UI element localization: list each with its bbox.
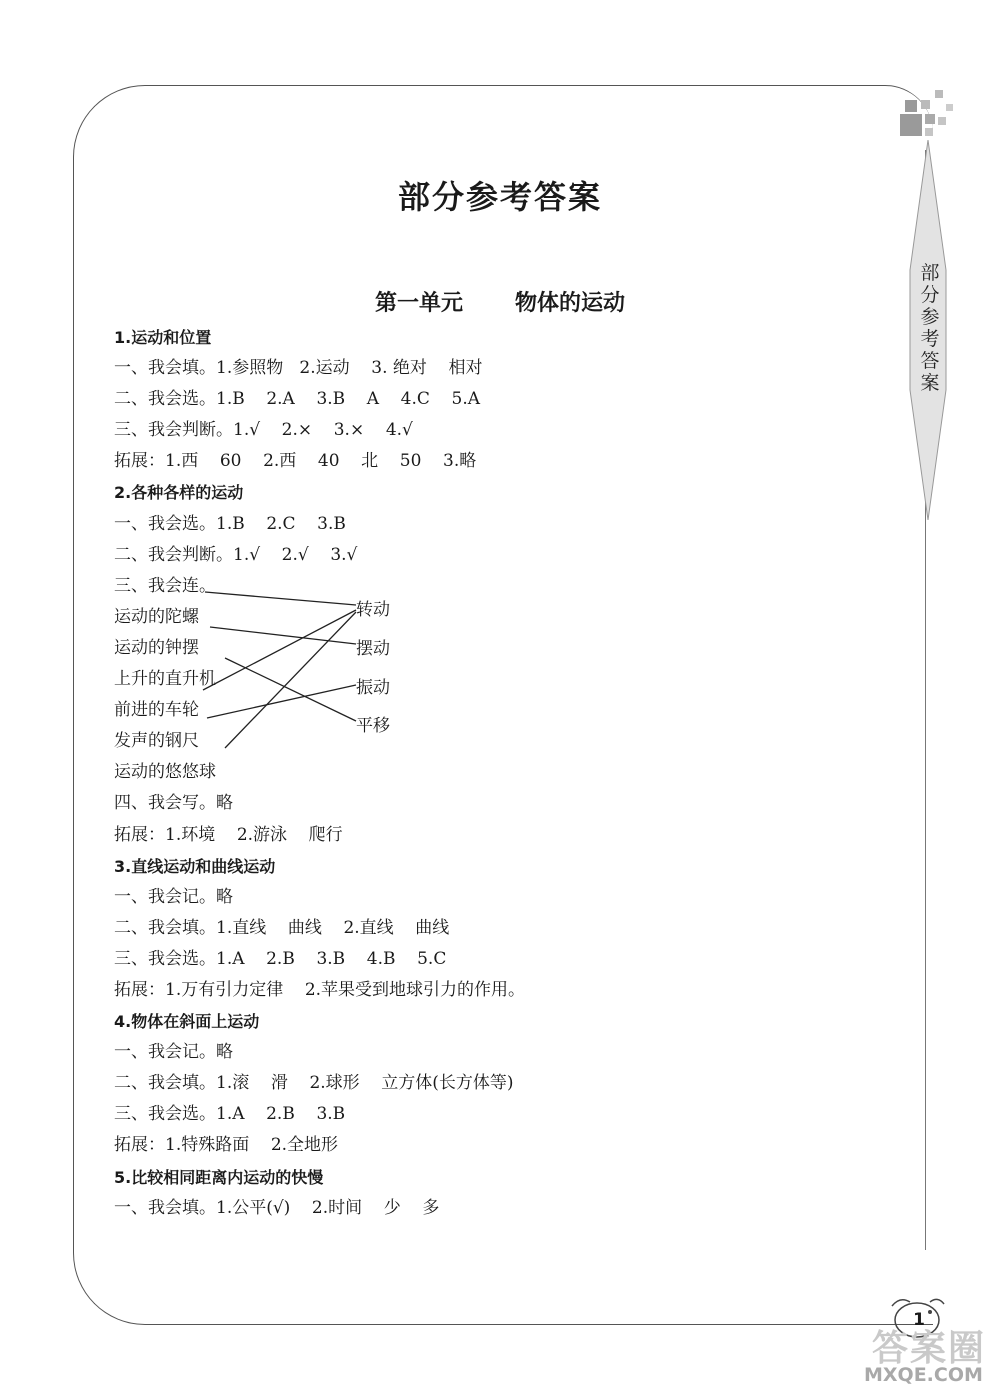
watermark-logo: 答案圈 xyxy=(872,1328,987,1369)
section-heading: 5.比较相同距离内运动的快慢 xyxy=(114,1167,324,1187)
section-heading: 4.物体在斜面上运动 xyxy=(114,1012,260,1032)
unit-name: 物体的运动 xyxy=(515,291,626,316)
answer-line: 拓展：1.西 60 2.西 40 北 50 3.略 xyxy=(114,451,477,472)
match-line xyxy=(203,610,356,690)
answer-line: 前进的车轮 xyxy=(114,700,199,721)
answer-line: 二、我会填。1.滚 滑 2.球形 立方体(长方体等) xyxy=(114,1073,514,1094)
answer-line: 运动的陀螺 xyxy=(114,606,199,627)
answer-line: 四、我会写。略 xyxy=(114,793,233,814)
answer-line: 拓展：1.万有引力定律 2.苹果受到地球引力的作用。 xyxy=(114,979,526,1000)
answer-line: 发声的钢尺 xyxy=(114,731,199,752)
page-title: 部分参考答案 xyxy=(397,178,602,216)
section-heading: 3.直线运动和曲线运动 xyxy=(114,856,276,876)
answer-line: 一、我会选。1.B 2.C 3.B xyxy=(114,513,346,534)
answer-line: 一、我会填。1.公平(√) 2.时间 少 多 xyxy=(114,1197,440,1218)
match-line xyxy=(205,592,356,605)
answer-line: 三、我会选。1.A 2.B 3.B xyxy=(114,1104,346,1125)
match-line xyxy=(225,612,356,748)
watermark xyxy=(860,1318,1000,1392)
unit-number: 第一单元 xyxy=(374,291,463,316)
answer-line: 运动的悠悠球 xyxy=(114,762,216,783)
answer-line: 拓展：1.特殊路面 2.全地形 xyxy=(114,1135,339,1156)
answer-line: 一、我会填。1.参照物 2.运动 3. 绝对 相对 xyxy=(114,358,483,379)
section-heading: 1.运动和位置 xyxy=(114,328,212,347)
answer-line: 三、我会连。 xyxy=(114,575,216,596)
match-right-rotate: 转动 xyxy=(356,600,390,620)
answer-line: 二、我会判断。1.√ 2.√ 3.√ xyxy=(114,544,358,565)
side-tab-label: 部分参考答案 xyxy=(920,262,940,394)
answer-line: 二、我会填。1.直线 曲线 2.直线 曲线 xyxy=(114,917,450,938)
answer-line: 拓展：1.环境 2.游泳 爬行 xyxy=(114,824,343,845)
section-heading: 2.各种各样的运动 xyxy=(114,483,244,503)
match-right-vibrate: 振动 xyxy=(356,678,390,698)
watermark-url: MXQE.COM xyxy=(864,1364,983,1386)
answer-line: 上升的直升机 xyxy=(114,669,216,690)
answer-line: 一、我会记。略 xyxy=(114,886,233,907)
answer-line: 一、我会记。略 xyxy=(114,1042,233,1063)
match-right-swing: 摆动 xyxy=(356,639,390,659)
answer-line: 三、我会选。1.A 2.B 3.B 4.B 5.C xyxy=(114,948,447,969)
answer-line: 二、我会选。1.B 2.A 3.B A 4.C 5.A xyxy=(114,389,480,410)
answer-line: 三、我会判断。1.√ 2.× 3.× 4.√ xyxy=(114,420,413,441)
answer-line: 运动的钟摆 xyxy=(114,637,199,658)
match-right-translate: 平移 xyxy=(356,716,390,736)
page-number: 1 xyxy=(913,1310,925,1330)
